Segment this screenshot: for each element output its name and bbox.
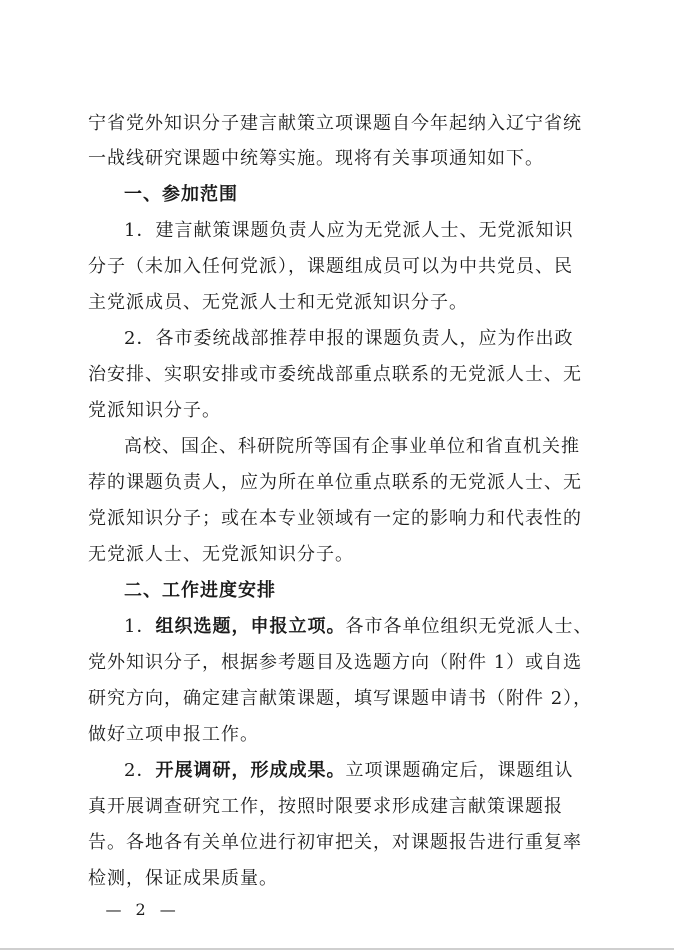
section-heading-scope: 一、参加范围 <box>124 184 238 205</box>
page-number: 2 <box>135 900 147 919</box>
footer-dash-right: — <box>159 900 177 919</box>
body-text-line: 1．建言献策课题负责人应为无党派人士、无党派知识 <box>124 220 574 241</box>
section-heading-schedule: 二、工作进度安排 <box>124 580 276 601</box>
item-text: 立项课题确定后，课题组认 <box>345 760 574 781</box>
body-text-line: 治安排、实职安排或市委统战部重点联系的无党派人士、无 <box>88 364 582 385</box>
body-text-line <box>124 612 593 642</box>
body-text-line: 检测，保证成果质量。 <box>88 868 278 889</box>
body-text-line: 真开展调查研究工作，按照时限要求形成建言献策课题报 <box>88 796 563 817</box>
body-text-line: 高校、国企、科研院所等国有企事业单位和省直机关推 <box>124 436 580 457</box>
body-text-line: 主党派成员、无党派人士和无党派知识分子。 <box>88 292 468 313</box>
body-text-line: 一战线研究课题中统筹实施。现将有关事项通知如下。 <box>88 148 544 169</box>
body-text-line: 2．各市委统战部推荐申报的课题负责人，应为作出政 <box>124 328 574 349</box>
body-text-line: 告。各地各有关单位进行初审把关，对课题报告进行重复率 <box>88 832 582 853</box>
body-text-line <box>124 756 588 786</box>
body-text-line: 分子（未加入任何党派），课题组成员可以为中共党员、民 <box>88 256 573 277</box>
item-text: 各市各单位组织无党派人士、 <box>345 616 593 637</box>
body-text-line: 宁省党外知识分子建言献策立项课题自今年起纳入辽宁省统 <box>88 113 582 134</box>
body-text-line: 党派知识分子；或在本专业领域有一定的影响力和代表性的 <box>88 508 582 529</box>
body-text-line: 做好立项申报工作。 <box>88 724 259 745</box>
item-bold-title: 组织选题，申报立项。 <box>155 616 346 637</box>
item-number: 1． <box>124 616 156 637</box>
body-text-line: 党外知识分子，根据参考题目及选题方向（附件 1）或自选 <box>88 652 583 673</box>
page-footer <box>103 900 179 920</box>
item-bold-title: 开展调研，形成成果。 <box>155 760 346 781</box>
footer-dash-left: — <box>105 900 123 919</box>
body-text-line: 党派知识分子。 <box>88 400 221 421</box>
item-number: 2． <box>124 760 156 781</box>
body-text-line: 荐的课题负责人，应为所在单位重点联系的无党派人士、无 <box>88 472 582 493</box>
body-text-line: 无党派人士、无党派知识分子。 <box>88 544 354 565</box>
body-text-line: 研究方向，确定建言献策课题，填写课题申请书（附件 2）， <box>88 688 593 709</box>
